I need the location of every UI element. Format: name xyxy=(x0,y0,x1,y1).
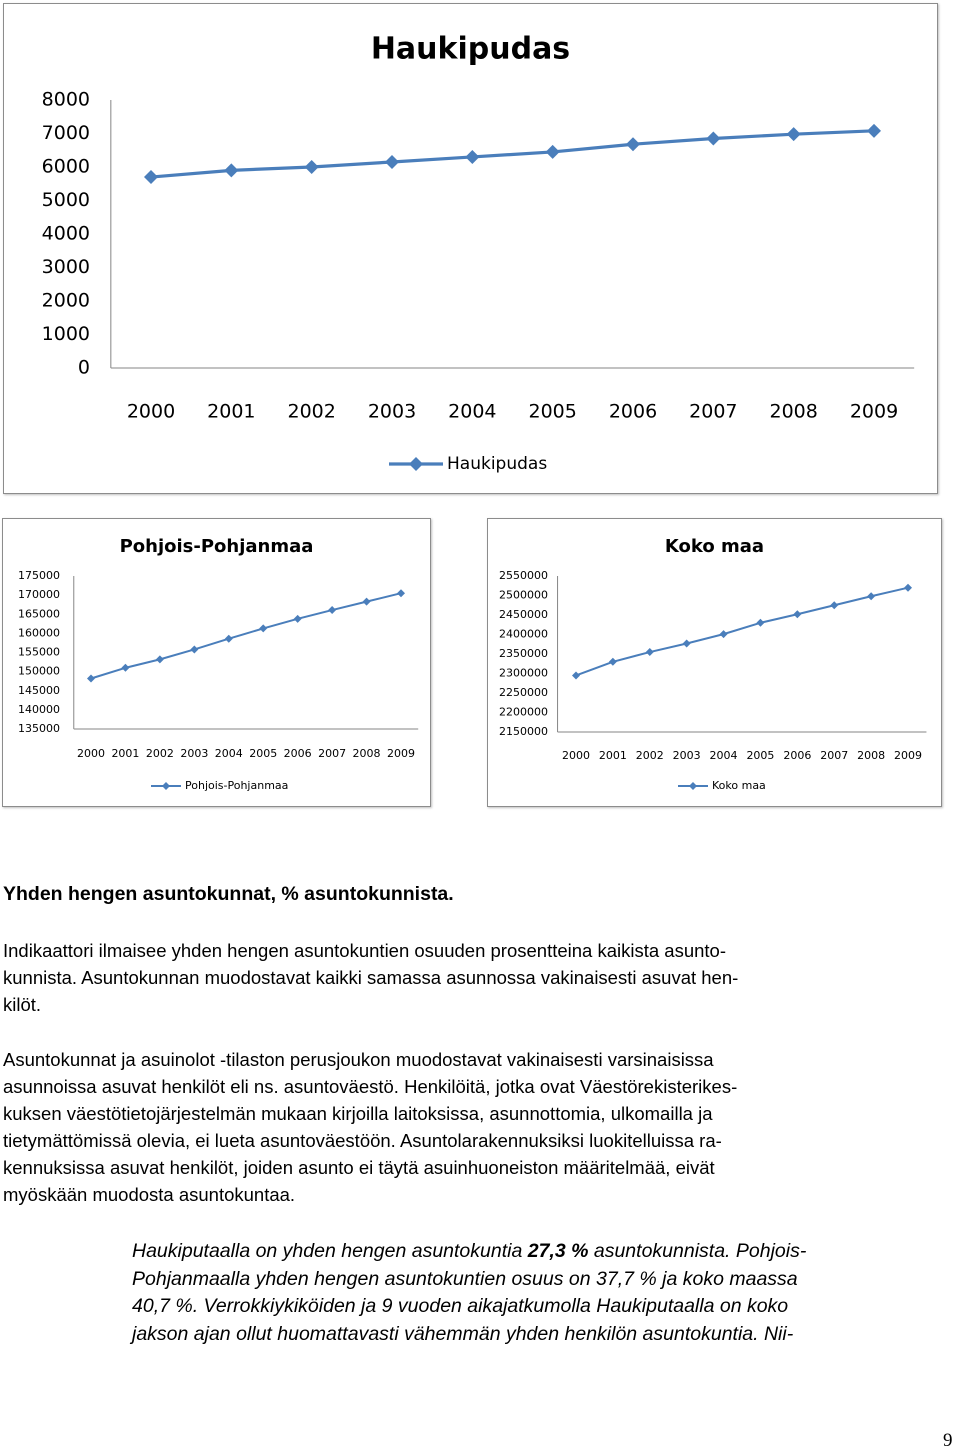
paragraph-line: kuksen väestötietojärjestelmän mukaan kirjoilla laitoksissa, asunnottomia, ulkomailla ja xyxy=(3,1103,713,1124)
data-point xyxy=(294,615,302,623)
data-point xyxy=(904,584,912,592)
x-tick-label: 2005 xyxy=(249,747,278,760)
data-point xyxy=(385,155,399,169)
x-tick-label: 2000 xyxy=(562,749,590,762)
data-point xyxy=(720,630,728,638)
x-tick-label: 2004 xyxy=(448,400,497,423)
data-point xyxy=(224,163,238,177)
x-tick-label: 2007 xyxy=(318,747,347,760)
paragraph-line xyxy=(132,1238,952,1266)
chart-title: Pohjois-Pohjanmaa xyxy=(119,536,314,557)
y-tick-label: 2550000 xyxy=(499,569,548,582)
chart-pohjois-pohjanmaa xyxy=(2,518,431,807)
y-tick-label: 7000 xyxy=(41,122,90,144)
y-tick-label: 5000 xyxy=(41,189,90,211)
y-tick-label: 150000 xyxy=(18,664,60,678)
data-point xyxy=(646,648,654,656)
data-point xyxy=(793,610,801,618)
data-point xyxy=(609,658,617,666)
y-tick-label: 160000 xyxy=(18,626,60,640)
legend-label: Pohjois-Pohjanmaa xyxy=(185,779,289,792)
legend-marker xyxy=(689,782,697,790)
y-tick-label: 2450000 xyxy=(499,608,548,621)
paragraph-line: tietymättömissä olevia, ei lueta asuntoväestöön. Asuntolarakennuksiksi luokitelluissa ra- xyxy=(3,1130,722,1151)
paragraph-definition xyxy=(3,1046,958,1208)
highlight-value: 27,3 % xyxy=(527,1240,589,1262)
x-tick-label: 2002 xyxy=(287,400,336,423)
y-tick-label: 135000 xyxy=(18,722,60,735)
y-tick-label: 8000 xyxy=(41,88,90,111)
x-tick-label: 2001 xyxy=(207,400,256,423)
x-tick-label: 2001 xyxy=(598,749,627,762)
x-tick-label: 2004 xyxy=(709,749,738,762)
data-point xyxy=(756,619,764,627)
legend-label: Haukipudas xyxy=(447,454,548,474)
y-tick-label: 4000 xyxy=(41,222,90,245)
x-tick-label: 2000 xyxy=(77,747,105,760)
x-tick-label: 2001 xyxy=(111,747,140,760)
chart-haukipudas xyxy=(3,3,938,494)
x-tick-label: 2008 xyxy=(857,749,886,762)
legend-marker xyxy=(162,782,170,790)
chart-haukipudas-svg xyxy=(4,4,937,493)
data-point xyxy=(683,639,691,647)
data-point xyxy=(867,124,881,138)
paragraph-analysis xyxy=(132,1238,952,1348)
x-tick-label: 2009 xyxy=(849,400,899,423)
y-tick-label: 2500000 xyxy=(499,588,548,602)
paragraph-line: Pohjanmaalla yhden hengen asuntokuntien osuus on 37,7 % ja koko maassa xyxy=(132,1267,798,1290)
x-tick-label: 2003 xyxy=(367,400,417,423)
page-number: 9 xyxy=(943,1430,953,1451)
x-tick-label: 2008 xyxy=(352,747,381,760)
x-tick-label: 2005 xyxy=(528,400,577,423)
data-point xyxy=(121,664,129,672)
data-point xyxy=(144,170,158,184)
paragraph-indicator xyxy=(3,937,958,1018)
x-tick-label: 2003 xyxy=(672,749,701,762)
y-tick-label: 170000 xyxy=(18,588,60,602)
y-tick-label: 155000 xyxy=(18,645,60,659)
y-tick-label: 2000 xyxy=(41,289,90,312)
y-tick-label: 2250000 xyxy=(499,686,548,699)
y-tick-label: 2300000 xyxy=(499,666,548,680)
series-line xyxy=(151,131,874,177)
y-tick-label: 2200000 xyxy=(499,705,548,719)
data-point xyxy=(305,160,319,174)
data-point xyxy=(465,150,479,164)
y-tick-label: 140000 xyxy=(18,702,60,716)
y-tick-label: 0 xyxy=(77,356,90,379)
series-line xyxy=(91,593,401,678)
data-point xyxy=(572,671,580,679)
paragraph-line: asunnoissa asuvat henkilöt eli ns. asuntoväestö. Henkilöitä, jotka ovat Väestörekisterikes- xyxy=(3,1076,738,1097)
y-tick-label: 145000 xyxy=(18,683,60,697)
paragraph-line: jakson ajan ollut huomattavasti vähemmän yhden henkilön asuntokuntia. Nii- xyxy=(132,1322,794,1345)
y-tick-label: 175000 xyxy=(18,569,60,582)
legend-marker xyxy=(409,457,423,471)
paragraph-line: Asuntokunnat ja asuinolot -tilaston perusjoukon muodostavat vakinaisesti varsinaisissa xyxy=(3,1049,714,1070)
chart-koko-maa xyxy=(487,518,942,807)
data-point xyxy=(546,145,560,159)
chart-koko-maa-svg xyxy=(488,519,941,806)
paragraph-line: myöskään muodosta asuntokuntaa. xyxy=(3,1184,296,1205)
data-point xyxy=(787,127,801,141)
x-tick-label: 2000 xyxy=(126,400,176,423)
analysis-text: asuntokunnista. Pohjois- xyxy=(588,1240,807,1262)
x-tick-label: 2006 xyxy=(608,400,658,423)
x-tick-label: 2007 xyxy=(820,749,849,762)
y-tick-label: 2150000 xyxy=(499,725,548,738)
data-point xyxy=(87,675,95,683)
paragraph-line: 40,7 %. Verrokkiykiköiden ja 9 vuoden aikajatkumolla Haukiputaalla on koko xyxy=(132,1295,789,1317)
chart-pohjois-pohjanmaa-svg xyxy=(3,519,430,806)
x-tick-label: 2004 xyxy=(214,747,243,760)
data-point xyxy=(706,132,720,146)
paragraph-line: Indikaattori ilmaisee yhden hengen asuntokuntien osuuden prosentteina kaikista asunto- xyxy=(3,940,727,961)
data-point xyxy=(626,137,640,151)
x-tick-label: 2005 xyxy=(746,749,775,762)
y-tick-label: 2400000 xyxy=(499,627,548,641)
chart-title: Haukipudas xyxy=(370,31,571,67)
x-tick-label: 2003 xyxy=(180,747,209,760)
series-line xyxy=(576,588,908,676)
paragraph-line: kilöt. xyxy=(3,994,42,1015)
data-point xyxy=(830,601,838,609)
y-tick-label: 2350000 xyxy=(499,647,548,660)
data-point xyxy=(225,635,233,643)
x-tick-label: 2002 xyxy=(145,747,174,760)
data-point xyxy=(328,606,336,614)
y-tick-label: 165000 xyxy=(18,607,60,621)
data-point xyxy=(156,655,164,663)
data-point xyxy=(363,598,371,606)
x-tick-label: 2002 xyxy=(635,749,664,762)
data-point xyxy=(397,589,405,597)
x-tick-label: 2008 xyxy=(769,400,818,423)
data-point xyxy=(190,645,198,653)
section-heading: Yhden hengen asuntokunnat, % asuntokunnista. xyxy=(3,883,454,905)
x-tick-label: 2009 xyxy=(894,749,922,762)
y-tick-label: 1000 xyxy=(41,323,90,345)
legend-label: Koko maa xyxy=(712,779,766,792)
chart-title: Koko maa xyxy=(664,536,765,557)
x-tick-label: 2007 xyxy=(689,400,738,423)
paragraph-line: kunnista. Asuntokunnan muodostavat kaikki samassa asunnossa vakinaisesti asuvat hen- xyxy=(3,967,739,988)
y-tick-label: 3000 xyxy=(41,256,90,278)
x-tick-label: 2006 xyxy=(283,747,312,760)
analysis-text: Haukiputaalla on yhden hengen asuntokuntia xyxy=(132,1240,528,1262)
x-tick-label: 2009 xyxy=(387,747,415,760)
x-tick-label: 2006 xyxy=(783,749,812,762)
data-point xyxy=(867,592,875,600)
data-point xyxy=(259,624,267,632)
y-tick-label: 6000 xyxy=(41,155,90,178)
paragraph-line: kennuksissa asuvat henkilöt, joiden asunto ei täytä asuinhuoneiston määritelmää, eivät xyxy=(3,1157,715,1178)
